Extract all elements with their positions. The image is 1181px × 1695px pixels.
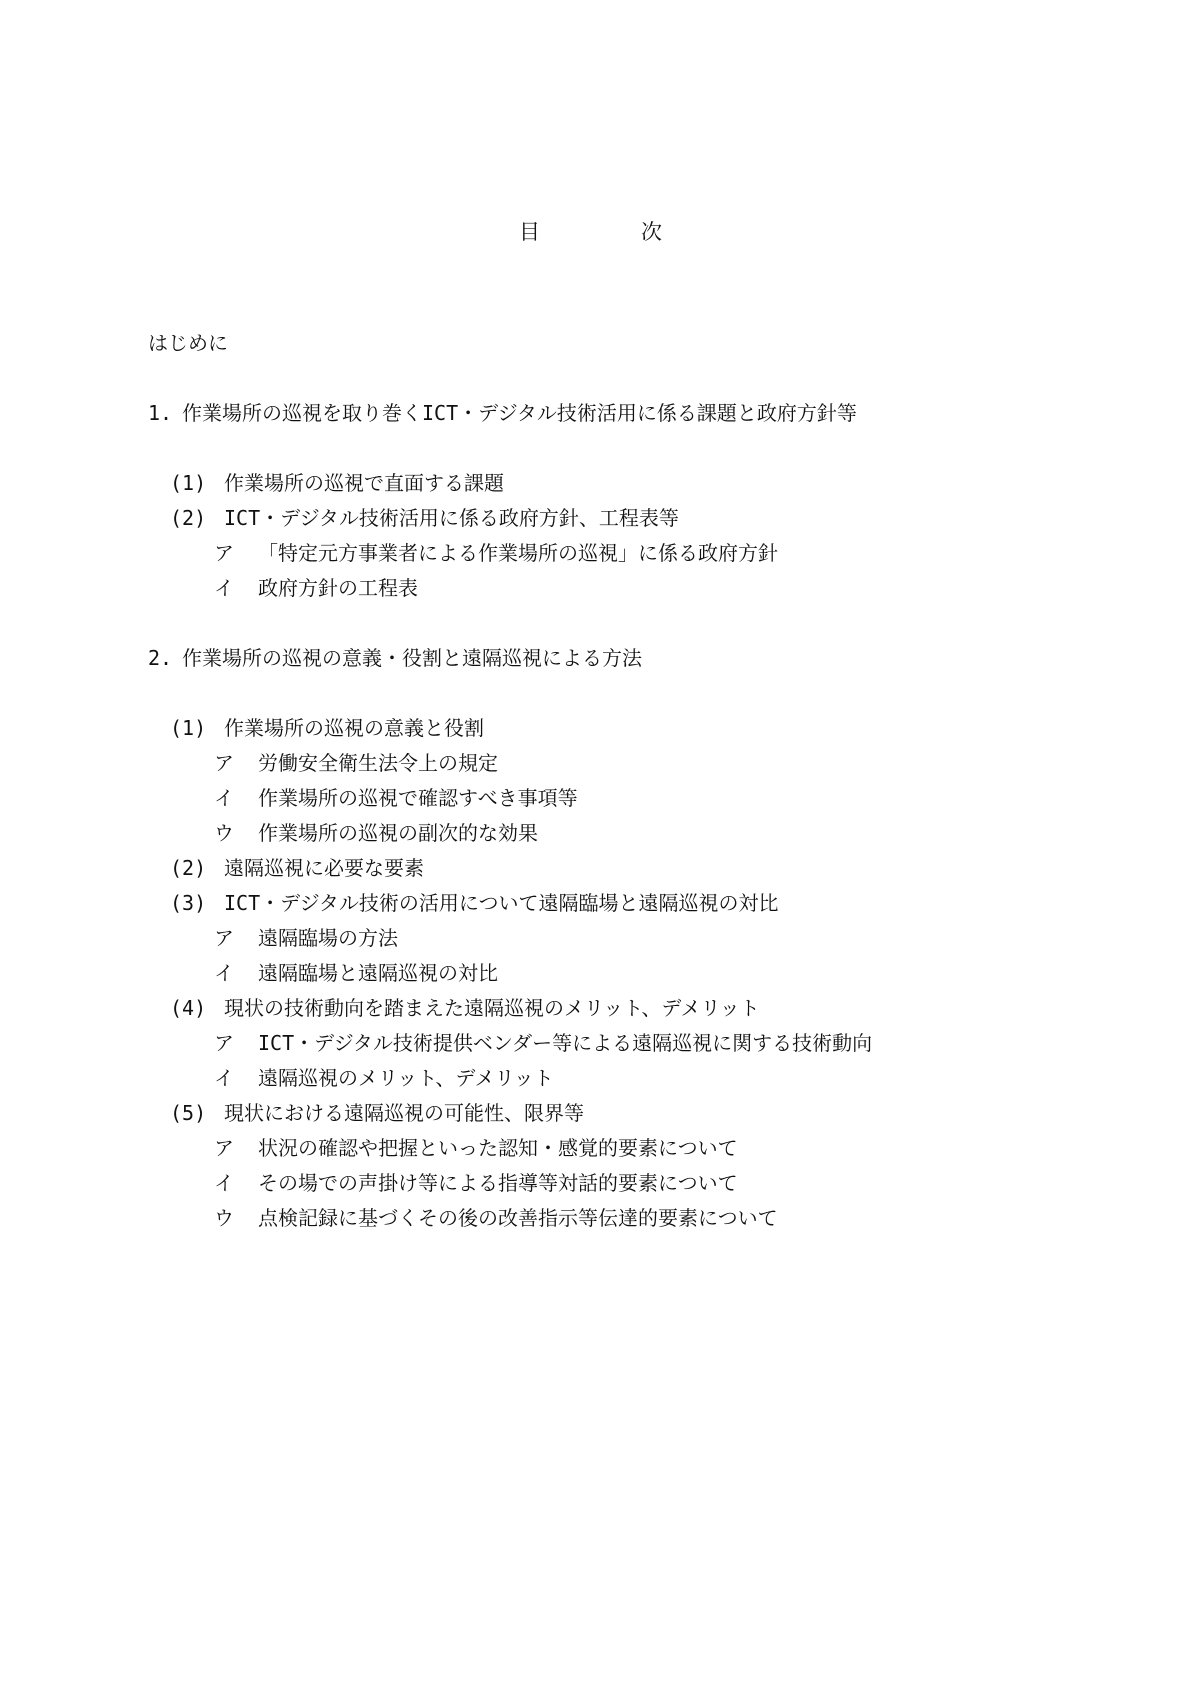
toc-subitem — [148, 1166, 1048, 1201]
toc-subitem — [148, 536, 1048, 571]
toc-subitem — [148, 1131, 1048, 1166]
subitem-marker: イ — [214, 576, 234, 600]
section-number: 1. — [148, 401, 173, 425]
page-title: 目 次 — [519, 220, 702, 244]
item-number: (5) — [170, 1101, 207, 1125]
subitem-marker: ウ — [214, 1206, 234, 1230]
toc-item — [148, 886, 1048, 921]
subitem-marker: ウ — [214, 821, 234, 845]
toc-subitem — [148, 1061, 1048, 1096]
toc-item — [148, 1096, 1048, 1131]
subitem-title: 「特定元方事業者による作業場所の巡視」に係る政府方針 — [258, 541, 778, 565]
subitem-title: 政府方針の工程表 — [258, 576, 418, 600]
item-number: (1) — [170, 471, 207, 495]
subitem-marker: イ — [214, 1066, 234, 1090]
subitem-marker: ア — [214, 1136, 234, 1160]
toc-subitem — [148, 746, 1048, 781]
item-title: 作業場所の巡視で直面する課題 — [224, 471, 504, 495]
subitem-title: 作業場所の巡視の副次的な効果 — [258, 821, 538, 845]
subitem-marker: イ — [214, 1171, 234, 1195]
item-title: 現状における遠隔巡視の可能性、限界等 — [224, 1101, 584, 1125]
table-of-contents — [148, 326, 1048, 1236]
subitem-title: その場での声掛け等による指導等対話的要素について — [258, 1171, 738, 1195]
toc-subitem — [148, 816, 1048, 851]
section-number: 2. — [148, 646, 173, 670]
subitem-marker: イ — [214, 961, 234, 985]
toc-subitem — [148, 781, 1048, 816]
subitem-marker: ア — [214, 1031, 234, 1055]
subitem-marker: ア — [214, 541, 234, 565]
section-title: 作業場所の巡視を取り巻くICT・デジタル技術活用に係る課題と政府方針等 — [182, 401, 857, 425]
item-number: (3) — [170, 891, 207, 915]
item-title: 遠隔巡視に必要な要素 — [224, 856, 424, 880]
toc-item — [148, 991, 1048, 1026]
toc-item — [148, 466, 1048, 501]
toc-section — [148, 641, 1048, 676]
subitem-title: 遠隔臨場と遠隔巡視の対比 — [258, 961, 498, 985]
toc-subitem — [148, 956, 1048, 991]
item-number: (1) — [170, 716, 207, 740]
toc-subitem — [148, 1026, 1048, 1061]
item-title: ICT・デジタル技術活用に係る政府方針、工程表等 — [224, 506, 679, 530]
subitem-title: 遠隔巡視のメリット、デメリット — [258, 1066, 554, 1090]
subitem-title: 遠隔臨場の方法 — [258, 926, 398, 950]
section-title: 作業場所の巡視の意義・役割と遠隔巡視による方法 — [182, 646, 642, 670]
toc-intro — [148, 326, 1048, 361]
subitem-title: 状況の確認や把握といった認知・感覚的要素について — [258, 1136, 738, 1160]
subitem-title: 点検記録に基づくその後の改善指示等伝達的要素について — [258, 1206, 778, 1230]
subitem-marker: ア — [214, 926, 234, 950]
subitem-title: 労働安全衛生法令上の規定 — [258, 751, 498, 775]
subitem-marker: ア — [214, 751, 234, 775]
toc-intro-text: はじめに — [148, 331, 228, 355]
toc-section — [148, 396, 1048, 431]
toc-item — [148, 501, 1048, 536]
toc-subitem — [148, 571, 1048, 606]
toc-item — [148, 851, 1048, 886]
item-number: (4) — [170, 996, 207, 1020]
subitem-title: ICT・デジタル技術提供ベンダー等による遠隔巡視に関する技術動向 — [258, 1031, 873, 1055]
subitem-marker: イ — [214, 786, 234, 810]
item-number: (2) — [170, 506, 207, 530]
item-title: 現状の技術動向を踏まえた遠隔巡視のメリット、デメリット — [224, 996, 760, 1020]
toc-subitem — [148, 1201, 1048, 1236]
item-number: (2) — [170, 856, 207, 880]
subitem-title: 作業場所の巡視で確認すべき事項等 — [258, 786, 578, 810]
toc-item — [148, 711, 1048, 746]
toc-subitem — [148, 921, 1048, 956]
item-title: 作業場所の巡視の意義と役割 — [224, 716, 484, 740]
item-title: ICT・デジタル技術の活用について遠隔臨場と遠隔巡視の対比 — [224, 891, 779, 915]
